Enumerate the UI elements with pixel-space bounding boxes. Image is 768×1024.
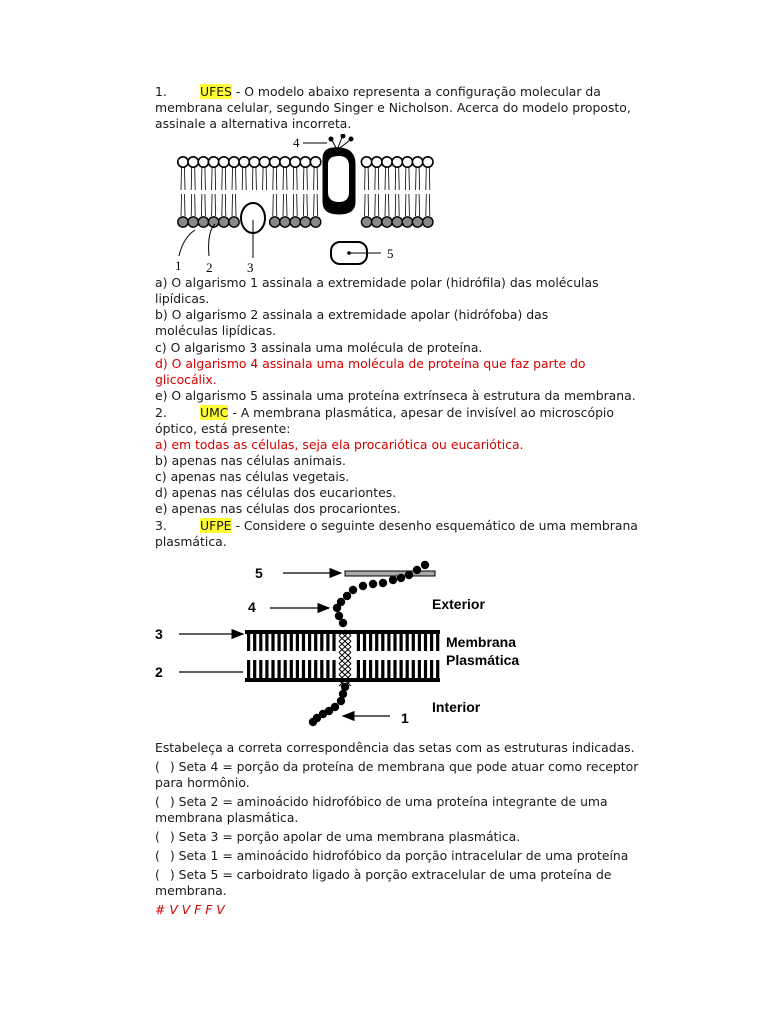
- q1-option-c: c) O algarismo 3 assinala uma molécula de proteína.: [155, 340, 483, 355]
- amino-acid-dot: [349, 586, 357, 594]
- amino-acid-dot: [369, 580, 377, 588]
- q1-source: UFES: [200, 84, 232, 99]
- lipid-head: [412, 157, 422, 167]
- q1-option-a: a) O algarismo 1 assinala a extremidade polar (hidrófila) das moléculas: [155, 275, 599, 290]
- q1-line-1: 1. UFES - O modelo abaixo representa a configuração molecular da: [155, 84, 601, 99]
- svg-text:1: 1: [401, 710, 409, 726]
- membrane-diagram-2: [155, 556, 555, 732]
- q3-item-seta5: ( ) Seta 5 = carboidrato ligado à porção extracelular de uma proteína de: [155, 867, 612, 882]
- lipid-head: [412, 217, 422, 227]
- lipid-head: [188, 157, 198, 167]
- lipid-head: [290, 157, 300, 167]
- q3-source: UFPE: [200, 518, 232, 533]
- amino-acid-dot: [397, 574, 405, 582]
- q2-option-c: c) apenas nas células vegetais.: [155, 469, 350, 484]
- q1-option-d: d) O algarismo 4 assinala uma molécula de proteína que faz parte do: [155, 356, 586, 371]
- lipid-head: [239, 157, 249, 167]
- svg-text:Interior: Interior: [432, 699, 481, 715]
- q1-line-3: assinale a alternativa incorreta.: [155, 116, 352, 131]
- lipid-head: [188, 217, 198, 227]
- amino-acid-dot: [337, 697, 345, 705]
- svg-text:5: 5: [255, 565, 263, 581]
- svg-text:Plasmática: Plasmática: [446, 652, 520, 668]
- lipid-head: [382, 157, 392, 167]
- q1-line-2: membrana celular, segundo Singer e Nicholson. Acerca do modelo proposto,: [155, 100, 631, 115]
- q2-option-d: d) apenas nas células dos eucariontes.: [155, 485, 397, 500]
- lipid-head: [361, 217, 371, 227]
- lipid-head: [361, 157, 371, 167]
- lipid-head: [249, 157, 259, 167]
- lipid-head: [178, 217, 188, 227]
- carbohydrate-bar: [345, 571, 435, 576]
- amino-acid-dot: [413, 566, 421, 574]
- svg-text:4: 4: [248, 599, 256, 615]
- lipid-head: [259, 157, 269, 167]
- q3-answer: # V V F F V: [155, 902, 225, 917]
- svg-text:Membrana: Membrana: [446, 634, 517, 650]
- q3-item-seta1: ( ) Seta 1 = aminoácido hidrofóbico da porção intracelular de uma proteína: [155, 848, 629, 863]
- q2-option-a: a) em todas as células, seja ela procariótica ou eucariótica.: [155, 437, 524, 452]
- q3-item-seta2: ( ) Seta 2 = aminoácido hidrofóbico de uma proteína integrante de uma: [155, 794, 608, 809]
- q3-item-seta3: ( ) Seta 3 = porção apolar de uma membrana plasmática.: [155, 829, 521, 844]
- lipid-head: [423, 217, 433, 227]
- q1-option-b: b) O algarismo 2 assinala a extremidade apolar (hidrófoba) das: [155, 307, 549, 322]
- svg-text:5: 5: [387, 246, 394, 261]
- lipid-head: [270, 157, 280, 167]
- amino-acid-dot: [389, 576, 397, 584]
- amino-acid-dot: [359, 582, 367, 590]
- amino-acid-dot: [309, 718, 317, 726]
- lipid-head: [310, 157, 320, 167]
- amino-acid-dot: [421, 561, 429, 569]
- q2-option-b: b) apenas nas células animais.: [155, 453, 346, 468]
- q3-line-1: 3. UFPE - Considere o seguinte desenho esquemático de uma membrana: [155, 518, 638, 533]
- lipid-head: [423, 157, 433, 167]
- q2-number: 2.: [155, 405, 167, 420]
- amino-acid-dot: [405, 571, 413, 579]
- lipid-head: [382, 217, 392, 227]
- q2-option-e: e) apenas nas células dos procariontes.: [155, 501, 401, 516]
- membrane-diagram-1: [173, 134, 443, 276]
- lipid-head: [178, 157, 188, 167]
- lipid-head: [402, 217, 412, 227]
- q1-number: 1.: [155, 84, 167, 99]
- lipid-head: [392, 217, 402, 227]
- q2-source: UMC: [200, 405, 229, 420]
- lipid-head: [198, 217, 208, 227]
- lipid-head: [270, 217, 280, 227]
- q3-number: 3.: [155, 518, 167, 533]
- lipid-head: [280, 157, 290, 167]
- lipid-head: [219, 157, 229, 167]
- lipid-head: [229, 217, 239, 227]
- svg-text:4: 4: [293, 135, 300, 150]
- q3-item-seta4: ( ) Seta 4 = porção da proteína de membrana que pode atuar como receptor: [155, 759, 639, 774]
- lipid-head: [372, 157, 382, 167]
- svg-text:1: 1: [175, 258, 182, 273]
- lipid-head: [290, 217, 300, 227]
- lipid-head: [219, 217, 229, 227]
- lipid-head: [229, 157, 239, 167]
- q3-intro: Estabeleça a correta correspondência das setas com as estruturas indicadas.: [155, 740, 635, 755]
- q2-line-1: 2. UMC - A membrana plasmática, apesar de invisível ao microscópio: [155, 405, 614, 420]
- lipid-head: [372, 217, 382, 227]
- amino-acid-dot: [339, 619, 347, 627]
- svg-text:Exterior: Exterior: [432, 596, 485, 612]
- lipid-head: [402, 157, 412, 167]
- lipid-head: [300, 157, 310, 167]
- amino-acid-dot: [379, 579, 387, 587]
- amino-acid-dot: [343, 592, 351, 600]
- lipid-head: [310, 217, 320, 227]
- lipid-head: [300, 217, 310, 227]
- svg-text:2: 2: [206, 260, 213, 275]
- lipid-head: [392, 157, 402, 167]
- q1-option-e: e) O algarismo 5 assinala uma proteína extrínseca à estrutura da membrana.: [155, 388, 636, 403]
- amino-acid-dot: [333, 604, 341, 612]
- lipid-head: [280, 217, 290, 227]
- svg-text:3: 3: [155, 626, 163, 642]
- svg-text:3: 3: [247, 260, 254, 275]
- svg-text:2: 2: [155, 664, 163, 680]
- lipid-head: [198, 157, 208, 167]
- lipid-head: [208, 157, 218, 167]
